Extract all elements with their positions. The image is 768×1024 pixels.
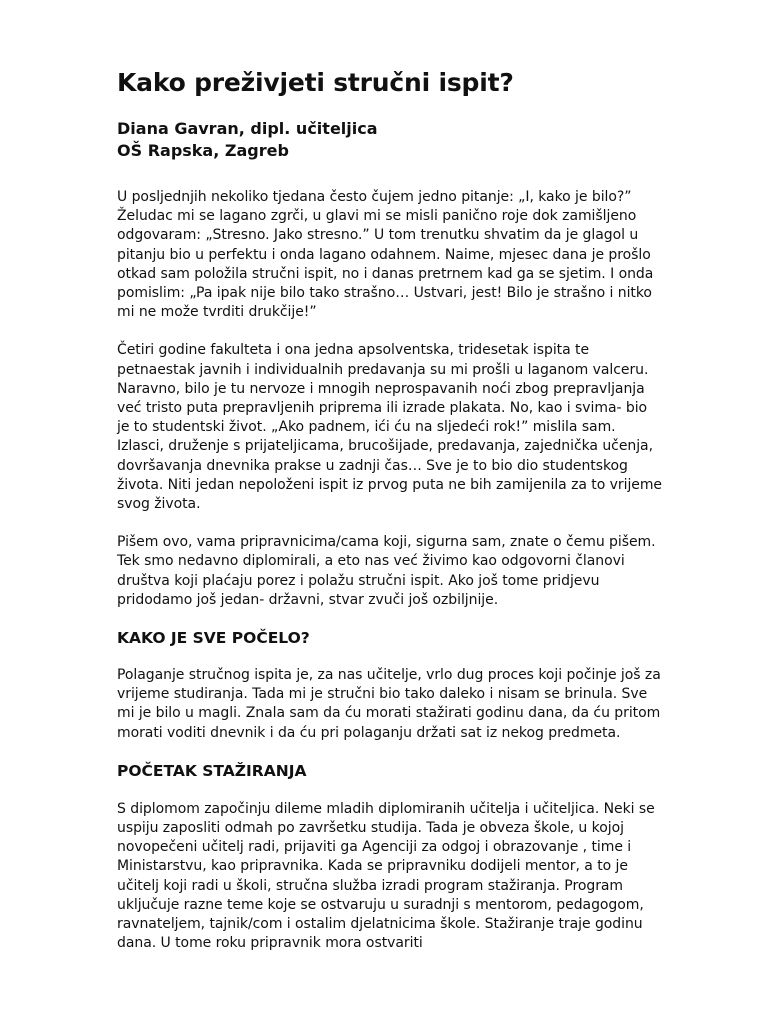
author-block [117,118,662,162]
paragraph-trainees: Pišem ovo, vama pripravnicima/cama koji, sigurna sam, znate o čemu pišem. Tek smo nedavno diplomirali, a eto nas već živimo kao odgovorni članovi društva koji plaćaju porez i polažu stručni ispit. Ako još tome pridjevu pridodamo još jedan- državni, stvar zvuči još ozbiljnije. [117,534,656,608]
paragraph-exam-process: Polaganje stručnog ispita je, za nas učitelje, vrlo dug proces koji počinje još za vrijeme studiranja. Tada mi je stručni bio tako daleko i nisam se brinula. Sve mi je bilo u magli. Znala sam da ću morati stažirati godinu dana, da ću pritom morati voditi dnevnik i da ću pri polaganju držati sat iz nekog predmeta. [117,667,661,741]
author-school: OŠ Rapska, Zagreb [117,141,289,160]
paragraph-intro: U posljednjih nekoliko tjedana često čujem jedno pitanje: „I, kako je bilo?” Želudac mi se lagano zgrči, u glavi mi se misli panično roje dok zamišljeno odgovaram: „Stresno. Jako stresno.” U tom trenutku shvatim da je glagol u pitanju bio u perfektu i onda lagano odahnem. Naime, mjesec dana je prošlo otkad sam položila stručni ispit, no i danas pretrnem kad ga se sjetim. I onda pomislim: „Pa ipak nije bilo tako strašno… Ustvari, jest! Bilo je strašno i nitko mi ne može tvrditi drukčije!” [117,189,654,321]
paragraph-studies: Četiri godine fakulteta i ona jedna apsolventska, tridesetak ispita te petnaestak javnih i individualnih predavanja su mi prošli u laganom valceru. Naravno, bilo je tu nervoze i mnogih neprospavanih noći zbog prepravljanja već tristo puta prepravljenih priprema ili izrade plakata. No, kao i svima- bio je to studentski život. „Ako padnem, ići ću na sljedeći rok!” mislila sam. Izlasci, druženje s prijateljicama, brucošijade, predavanja, zajednička učenja, dovršavanja dnevnika prakse u zadnji čas… Sve je to bio dio studentskog života. Niti jedan nepoloženi ispit iz prvog puta ne bih zamijenila za to vrijeme svog života. [117,342,662,513]
section-heading-beginning: KAKO JE SVE POČELO? [117,629,310,648]
section-heading-internship: POČETAK STAŽIRANJA [117,761,307,780]
paragraph-internship: S diplomom započinju dileme mladih diplomiranih učitelja i učiteljica. Neki se uspiju zaposliti odmah po završetku studija. Tada je obveza škole, u kojoj novopečeni učitelj radi, prijaviti ga Agenciji za odgoj i obrazovanje , time i Ministarstvu, kao pripravnika. Kada se pripravniku dodijeli mentor, a to je učitelj koji radi u školi, stručna služba izradi program stažiranja. Program uključuje razne teme koje se ostvaruju u suradnji s mentorom, pedagogom, ravnateljem, tajnik/com i ostalim djelatnicima škole. Stažiranje traje godinu dana. U tome roku pripravnik mora ostvariti [117,800,655,952]
document-title: Kako preživjeti stručni ispit? [117,68,514,97]
author-name: Diana Gavran, dipl. učiteljica [117,119,378,138]
document-page [117,66,662,954]
